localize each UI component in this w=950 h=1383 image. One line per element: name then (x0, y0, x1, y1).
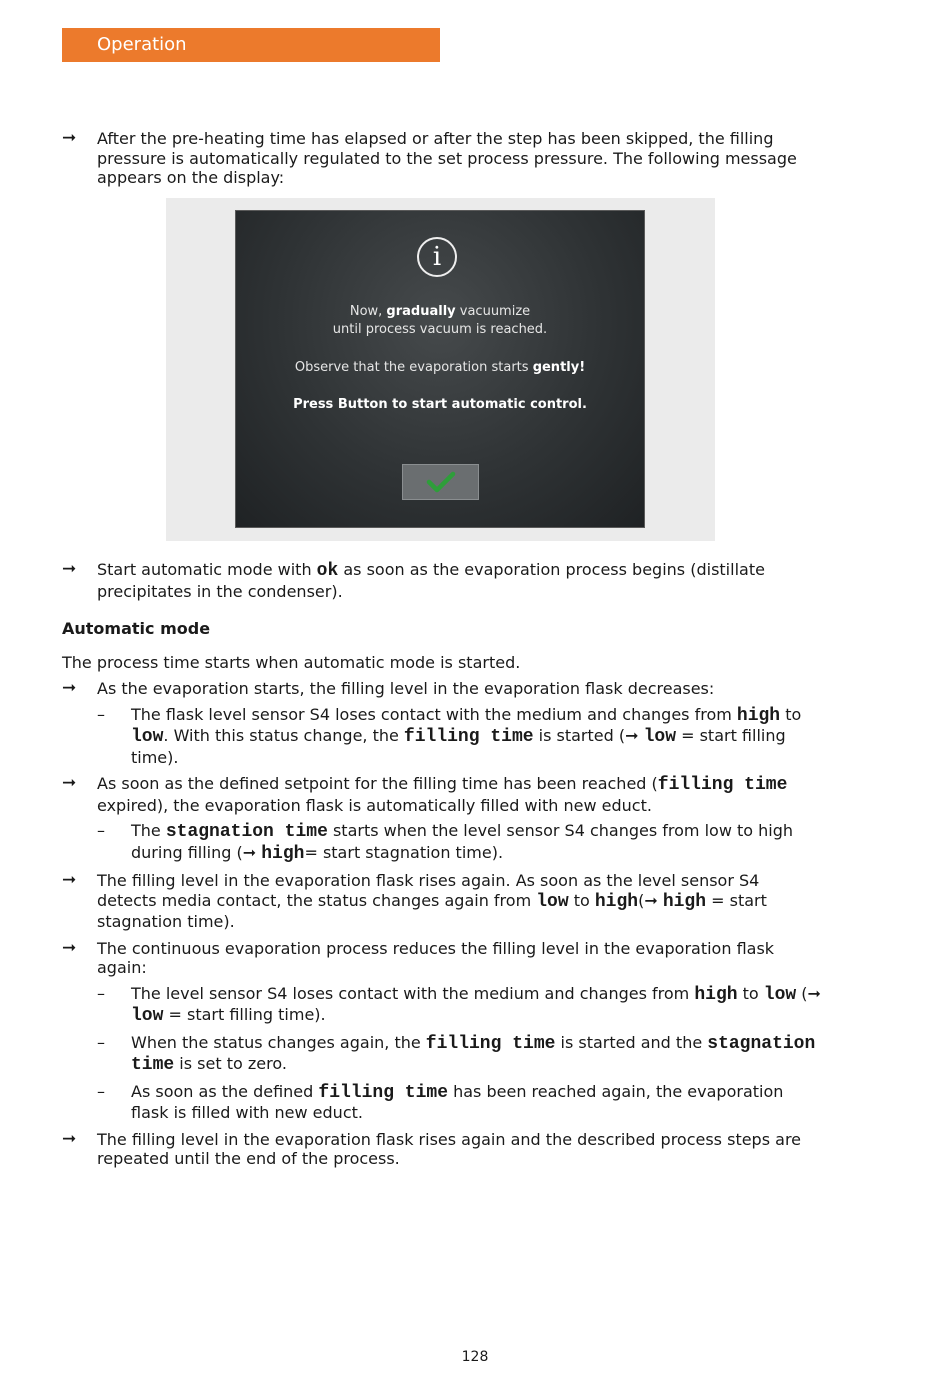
dash-bullet: – (97, 983, 105, 1003)
sub-text: to (737, 983, 764, 1003)
sub-text: When the status changes again, the (131, 1032, 426, 1052)
step-item (62, 129, 822, 188)
step-text: Start automatic mode with (97, 560, 317, 579)
code-term: stagnation time (165, 822, 328, 842)
sub-item (62, 984, 822, 1027)
step-text: as soon as the evaporation process begins (distillate precipitates in the condenser). (97, 560, 765, 601)
checkmark-icon (403, 465, 478, 499)
sub-text: is started and the (555, 1032, 708, 1052)
dash-bullet: – (97, 1032, 105, 1052)
display-screenshot (235, 210, 645, 528)
step-arrow-icon: ➞ (62, 678, 77, 698)
dash-bullet: – (97, 1081, 105, 1101)
step-text: expired), the evaporation flask is automatically filled with new educt. (97, 795, 652, 815)
code-term: low (643, 727, 676, 747)
display-text-bold: gradually (386, 304, 456, 319)
display-text: vacuumize (455, 304, 531, 319)
code-term: filling time (318, 1082, 449, 1103)
step-text: As the evaporation starts, the filling level in the evaporation flask decreases: (97, 679, 715, 698)
code-term: high (261, 843, 305, 864)
code-term: high (694, 984, 738, 1005)
display-message-line (236, 396, 644, 414)
sub-text: is started (➞ (533, 726, 644, 745)
sub-text: = start stagnation time). (304, 842, 504, 862)
dash-bullet: – (97, 821, 105, 840)
ok-button[interactable] (402, 464, 479, 500)
sub-item (62, 1082, 822, 1123)
display-text: Observe that the evaporation starts (294, 360, 533, 375)
step-text: to (568, 890, 595, 910)
display-message-line: until process vacuum is reached. (332, 322, 548, 337)
sub-text: starts when the level sensor S4 changes from low to high during filling (➞ (131, 821, 794, 862)
page-number: 128 (461, 1349, 489, 1365)
step-arrow-icon: ➞ (62, 870, 77, 890)
dash-bullet: – (97, 704, 105, 724)
step-arrow-icon: ➞ (62, 937, 77, 958)
sub-text: The flask level sensor S4 loses contact with the medium and changes from (131, 704, 737, 724)
info-icon: i (417, 237, 457, 277)
step-arrow-icon: ➞ (62, 773, 77, 793)
code-term: low (763, 984, 797, 1005)
sub-text: The level sensor S4 loses contact with the medium and changes from (131, 983, 695, 1003)
step-arrow-icon: ➞ (62, 559, 77, 579)
step-item (62, 560, 822, 601)
sub-text: is set to zero. (174, 1054, 287, 1073)
code-term: filling time (657, 775, 788, 795)
step-item (62, 939, 822, 978)
sub-text: As soon as the defined (131, 1081, 319, 1101)
step-text: = start stagnation time). (97, 890, 767, 931)
code-term: ok (316, 561, 339, 581)
display-text-bold: Press Button to start automatic control. (293, 397, 587, 412)
sub-text: = start filling time). (163, 1005, 326, 1024)
sub-text: to (780, 704, 802, 724)
step-text: The continuous evaporation process reduces the filling level in the evaporation flask again: (97, 938, 775, 977)
code-term: filling time (425, 1033, 556, 1054)
step-item (62, 871, 822, 932)
automatic-mode-section (62, 619, 822, 1169)
step-arrow-icon: ➞ (62, 128, 77, 148)
display-message-line (236, 303, 644, 321)
display-text-bold: gently! (532, 360, 586, 375)
sub-text: has been reached again, the evaporation flask is filled with new educt. (131, 1081, 784, 1122)
code-term: filling time (403, 727, 534, 747)
intro-block (62, 129, 822, 188)
code-term: low (536, 891, 569, 912)
section-header (62, 28, 440, 62)
start-step-block (62, 560, 822, 601)
code-term: high (594, 891, 639, 912)
step-text: The filling level in the evaporation flask rises again. As soon as the level sensor S4 detects media contact, the status changes again from (97, 871, 760, 910)
paragraph: The process time starts when automatic mode is started. (62, 652, 521, 672)
code-term: stagnation time (131, 1033, 816, 1075)
code-term: high (662, 891, 707, 912)
sub-text: . With this status change, the (163, 726, 404, 745)
step-item (62, 774, 822, 815)
code-term: low (131, 1006, 164, 1026)
step-text: (➞ (638, 890, 663, 910)
sub-item (62, 1033, 822, 1076)
step-item (62, 1130, 822, 1169)
step-text: The filling level in the evaporation flask rises again and the described process steps are repeated until the end of the process. (97, 1129, 802, 1168)
sub-text: = start filling time). (131, 726, 786, 767)
sub-text: The (131, 821, 166, 840)
step-arrow-icon: ➞ (62, 1128, 77, 1149)
display-message-line (236, 359, 644, 377)
section-title: Operation (97, 34, 187, 55)
section-heading: Automatic mode (62, 619, 211, 638)
sub-item (62, 705, 822, 768)
step-text: As soon as the defined setpoint for the filling time has been reached ( (97, 774, 658, 793)
sub-text: (➞ (796, 983, 821, 1003)
sub-item (62, 821, 822, 864)
code-term: high (736, 705, 781, 726)
step-item (62, 679, 822, 699)
display-screenshot-frame (166, 198, 715, 541)
display-text: Now, (349, 304, 387, 319)
step-text: After the pre-heating time has elapsed or after the step has been skipped, the filling pressure is automatically regulated to the set process pressure. The following message appears on the display: (97, 129, 797, 187)
code-term: low (131, 727, 164, 747)
